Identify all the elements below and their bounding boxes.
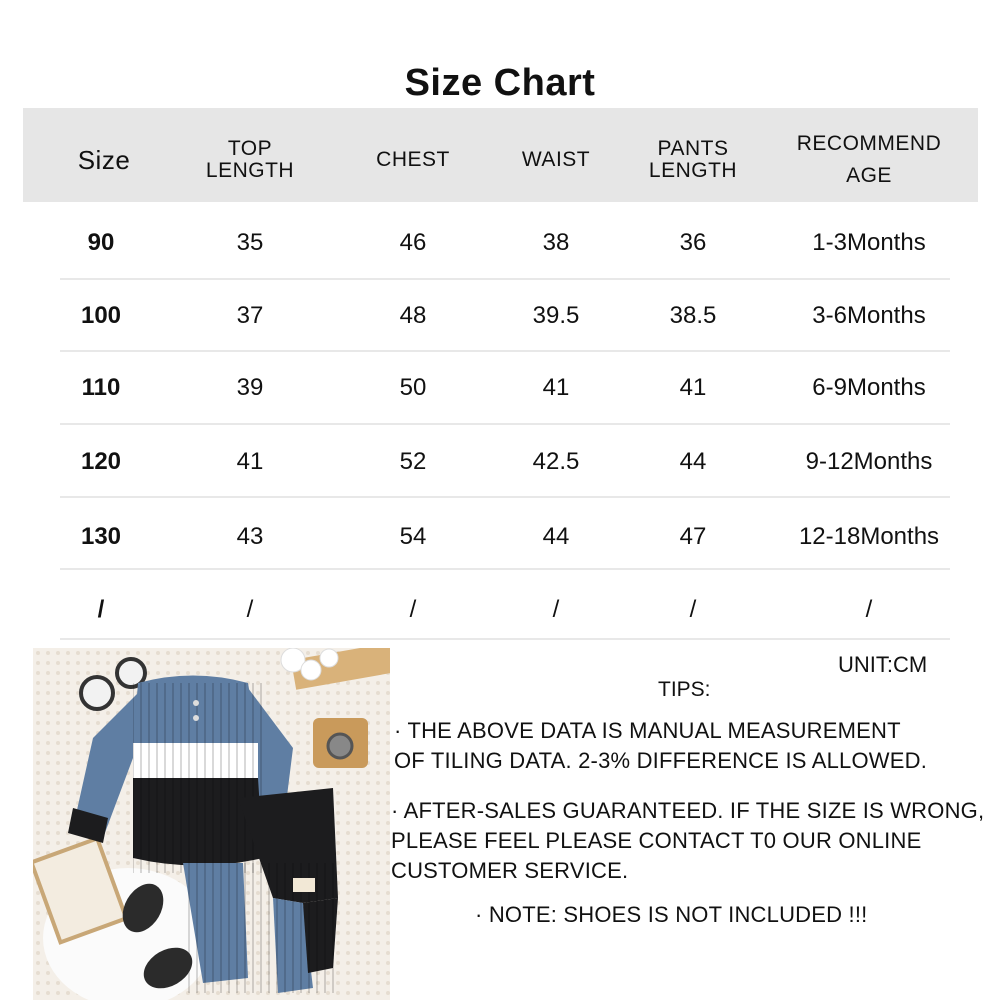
header-pants-length-line1: PANTS	[657, 137, 729, 160]
table-cell: 41	[679, 374, 707, 401]
page-title: Size Chart	[404, 62, 596, 104]
table-cell: 6-9Months	[812, 374, 926, 401]
row-divider	[60, 568, 950, 570]
tip-after-sales-line1: · AFTER-SALES GUARANTEED. IF THE SIZE IS WRONG,	[391, 798, 985, 823]
table-cell: 42.5	[532, 448, 580, 475]
row-divider	[60, 423, 950, 425]
table-cell: 35	[236, 229, 264, 256]
table-cell: 46	[399, 229, 427, 256]
header-waist	[522, 149, 590, 171]
row-divider	[60, 278, 950, 280]
tip-measurement-line2: OF TILING DATA. 2-3% DIFFERENCE IS ALLOWED.	[394, 748, 928, 773]
product-photo	[33, 648, 390, 1000]
table-cell: 54	[399, 523, 427, 550]
unit-label: UNIT:CM	[838, 652, 928, 677]
table-cell: 39	[236, 374, 264, 401]
table-cell: 36	[679, 229, 707, 256]
header-waist-text: WAIST	[521, 148, 591, 171]
table-cell: 50	[399, 374, 427, 401]
tip-shoes-note	[475, 900, 867, 930]
table-cell: /	[97, 596, 105, 623]
table-cell: /	[246, 596, 254, 623]
header-top-length-line1: TOP	[227, 137, 273, 160]
table-cell: 47	[679, 523, 707, 550]
table-cell: /	[409, 596, 417, 623]
table-cell: 38.5	[669, 302, 717, 329]
table-cell: 37	[236, 302, 264, 329]
header-top-length	[206, 138, 294, 182]
table-cell: 38	[542, 229, 570, 256]
header-chest-text: CHEST	[376, 148, 450, 171]
header-top-length-line2: LENGTH	[205, 159, 295, 182]
table-cell: /	[865, 596, 873, 623]
header-size	[77, 145, 131, 175]
table-cell: 41	[236, 448, 264, 475]
table-cell: 39.5	[532, 302, 580, 329]
tip-shoes-note-line1: · NOTE: SHOES IS NOT INCLUDED !!!	[475, 902, 868, 927]
tips-label: TIPS:	[658, 678, 711, 701]
table-cell: 48	[399, 302, 427, 329]
table-cell: 9-12Months	[805, 448, 933, 475]
table-cell: 90	[87, 229, 115, 256]
table-cell: /	[689, 596, 697, 623]
table-cell: /	[552, 596, 560, 623]
tip-after-sales-line2: PLEASE FEEL PLEASE CONTACT T0 OUR ONLINE	[391, 828, 922, 853]
table-cell: 130	[80, 523, 122, 550]
table-cell: 3-6Months	[812, 302, 926, 329]
table-cell: 1-3Months	[812, 229, 926, 256]
header-size-text: Size	[77, 145, 131, 175]
table-cell: 44	[679, 448, 707, 475]
table-cell: 120	[80, 448, 122, 475]
header-pants-length-line2: LENGTH	[648, 159, 738, 182]
table-cell: 52	[399, 448, 427, 475]
header-chest	[376, 149, 450, 171]
table-cell: 12-18Months	[798, 523, 940, 550]
tip-measurement	[394, 716, 927, 776]
header-recommend-age-line1: RECOMMEND	[796, 132, 942, 155]
table-cell: 100	[80, 302, 122, 329]
table-cell: 41	[542, 374, 570, 401]
header-recommend-age	[797, 128, 942, 192]
row-divider	[60, 496, 950, 498]
table-cell: 110	[81, 374, 121, 401]
row-divider	[60, 350, 950, 352]
table-cell: 44	[542, 523, 570, 550]
header-pants-length	[649, 138, 737, 182]
tip-after-sales	[391, 796, 984, 886]
table-cell: 43	[236, 523, 264, 550]
row-divider	[60, 638, 950, 640]
header-recommend-age-line2: AGE	[846, 164, 892, 187]
tip-after-sales-line3: CUSTOMER SERVICE.	[391, 858, 629, 883]
tip-measurement-line1: · THE ABOVE DATA IS MANUAL MEASUREMENT	[394, 718, 901, 743]
